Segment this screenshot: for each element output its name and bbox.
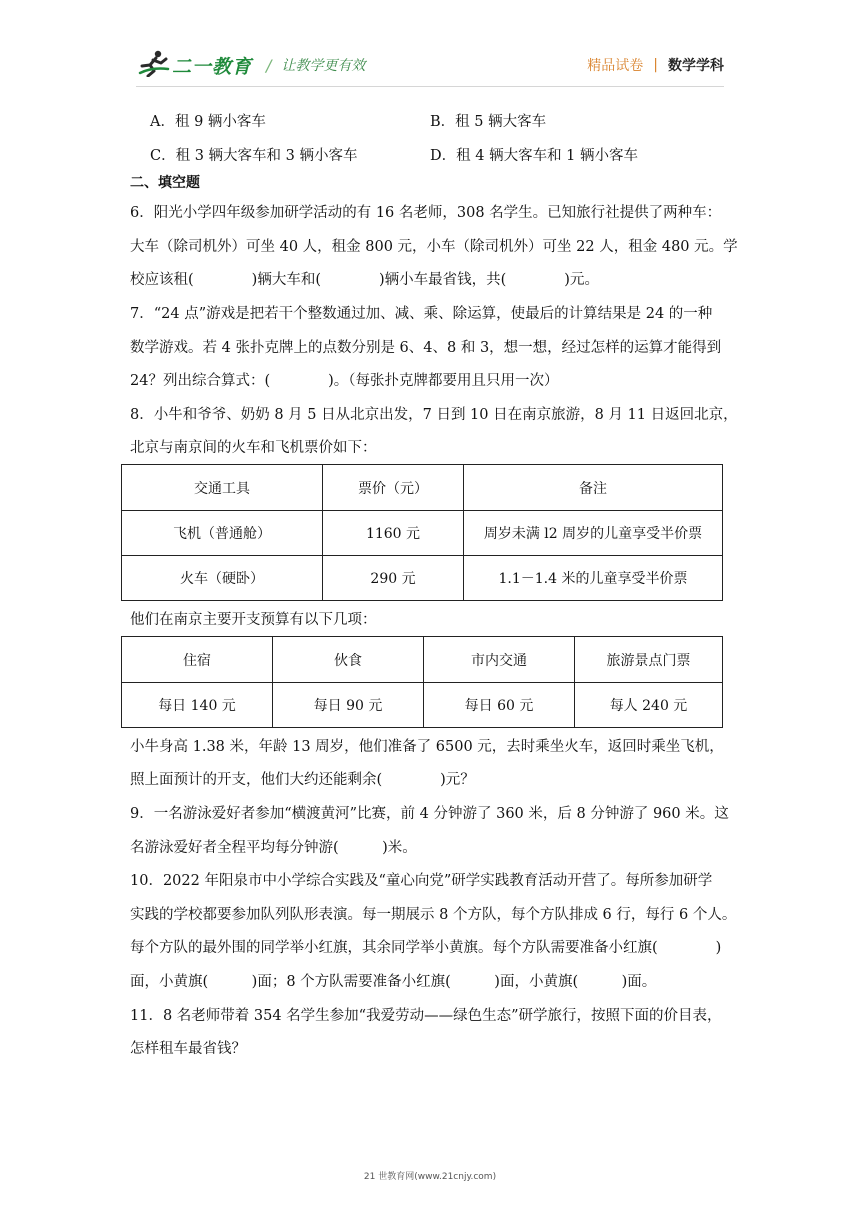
table-cell: 1160 元 bbox=[323, 511, 464, 556]
table-cell: 周岁未满 l2 周岁的儿童享受半价票 bbox=[464, 511, 723, 556]
q11-line-2: 怎样租车最省钱？ bbox=[130, 1041, 246, 1057]
q10-line-1: 10．2022 年阳泉市中小学综合实践及“童心向党”研学实践教育活动开营了。每所参加研学 bbox=[130, 873, 713, 889]
header-subject: 数学学科 bbox=[668, 58, 724, 74]
price-table bbox=[121, 464, 723, 601]
option-d: D．租 4 辆大客车和 1 辆小客车 bbox=[430, 148, 639, 164]
table-row bbox=[122, 556, 723, 601]
brand-name: 二一教育 bbox=[172, 55, 253, 78]
q8-line-4: 照上面预计的开支，他们大约还能剩余( )元？ bbox=[130, 772, 475, 788]
table-cell: 1.1－1.4 米的儿童享受半价票 bbox=[464, 556, 723, 601]
q11-line-1: 11．8 名老师带着 354 名学生参加“我爱劳动——绿色生态”研学旅行，按照下面的价目表， bbox=[130, 1008, 722, 1024]
table-cell: 火车（硬卧） bbox=[122, 556, 323, 601]
header-right bbox=[587, 55, 724, 75]
header-rule bbox=[136, 86, 724, 87]
price-header-cell: 交通工具 bbox=[122, 465, 323, 511]
header-tag: 精品试卷 bbox=[587, 58, 644, 74]
table-cell: 飞机（普通舱） bbox=[122, 511, 323, 556]
table-row bbox=[122, 683, 723, 728]
budget-header-cell: 旅游景点门票 bbox=[575, 637, 723, 683]
option-c: C．租 3 辆大客车和 3 辆小客车 bbox=[150, 148, 358, 164]
option-a: A．租 9 辆小客车 bbox=[150, 114, 266, 130]
budget-table-header-row bbox=[122, 637, 723, 683]
q9-line-1: 9．一名游泳爱好者参加“横渡黄河”比赛，前 4 分钟游了 360 米，后 8 分钟游了 960 米。这 bbox=[130, 806, 729, 822]
q7-line-2: 数学游戏。若 4 张扑克牌上的点数分别是 6、4、8 和 3，想一想，经过怎样的运算才能得到 bbox=[130, 340, 722, 356]
price-table-header-row bbox=[122, 465, 723, 511]
brand-slogan: 让教学更有效 bbox=[281, 58, 366, 74]
budget-header-cell: 住宿 bbox=[122, 637, 273, 683]
q8-line-3: 小牛身高 1.38 米，年龄 13 周岁，他们准备了 6500 元，去时乘坐火车，返回时乘坐飞机， bbox=[130, 739, 724, 755]
q8-line-1: 8．小牛和爷爷、奶奶 8 月 5 日从北京出发，7 日到 10 日在南京旅游，8 月 11 日返回北京， bbox=[130, 407, 738, 423]
page-header bbox=[0, 0, 860, 90]
price-header-cell: 票价（元） bbox=[323, 465, 464, 511]
table-cell: 每日 140 元 bbox=[122, 683, 273, 728]
price-header-cell: 备注 bbox=[464, 465, 723, 511]
table-cell: 每日 60 元 bbox=[424, 683, 575, 728]
q10-line-4: 面，小黄旗( )面；8 个方队需要准备小红旗( )面，小黄旗( )面。 bbox=[130, 974, 657, 990]
logo bbox=[136, 50, 365, 80]
q6-line-1: 6．阳光小学四年级参加研学活动的有 16 名老师，308 名学生。已知旅行社提供了两种车： bbox=[130, 205, 722, 221]
page-footer: 21 世教育网(www.21cnjy.com) bbox=[363, 1172, 497, 1182]
header-divider: | bbox=[653, 57, 658, 73]
budget-header-cell: 市内交通 bbox=[424, 637, 575, 683]
table-cell: 每日 90 元 bbox=[273, 683, 424, 728]
q7-line-3: 24？列出综合算式：( )。（每张扑克牌都要用且只用一次） bbox=[130, 373, 559, 389]
q7-line-1: 7．“24 点”游戏是把若干个整数通过加、减、乘、除运算，使最后的计算结果是 24 的一种 bbox=[130, 306, 713, 322]
budget-header-cell: 伙食 bbox=[273, 637, 424, 683]
option-b: B．租 5 辆大客车 bbox=[430, 114, 547, 130]
q10-line-2: 实践的学校都要参加队列队形表演。每一期展示 8 个方队，每个方队排成 6 行，每行 6 个人。 bbox=[130, 907, 737, 923]
budget-intro: 他们在南京主要开支预算有以下几项： bbox=[130, 612, 377, 628]
q6-line-3: 校应该租( )辆大车和( )辆小车最省钱，共( )元。 bbox=[130, 272, 599, 288]
q6-line-2: 大车（除司机外）可坐 40 人，租金 800 元，小车（除司机外）可坐 22 人，租金 480 元。学 bbox=[130, 239, 738, 255]
table-row bbox=[122, 511, 723, 556]
budget-table bbox=[121, 636, 723, 728]
table-cell: 290 元 bbox=[323, 556, 464, 601]
section-title: 二、填空题 bbox=[130, 175, 200, 191]
q10-line-3: 每个方队的最外围的同学举小红旗，其余同学举小黄旗。每个方队需要准备小红旗( ) bbox=[130, 940, 722, 956]
table-cell: 每人 240 元 bbox=[575, 683, 723, 728]
slash-divider: / bbox=[266, 55, 272, 75]
q9-line-2: 名游泳爱好者全程平均每分钟游( )米。 bbox=[130, 840, 417, 856]
runner-logo-icon bbox=[136, 49, 170, 81]
q8-line-2: 北京与南京间的火车和飞机票价如下： bbox=[130, 440, 377, 456]
